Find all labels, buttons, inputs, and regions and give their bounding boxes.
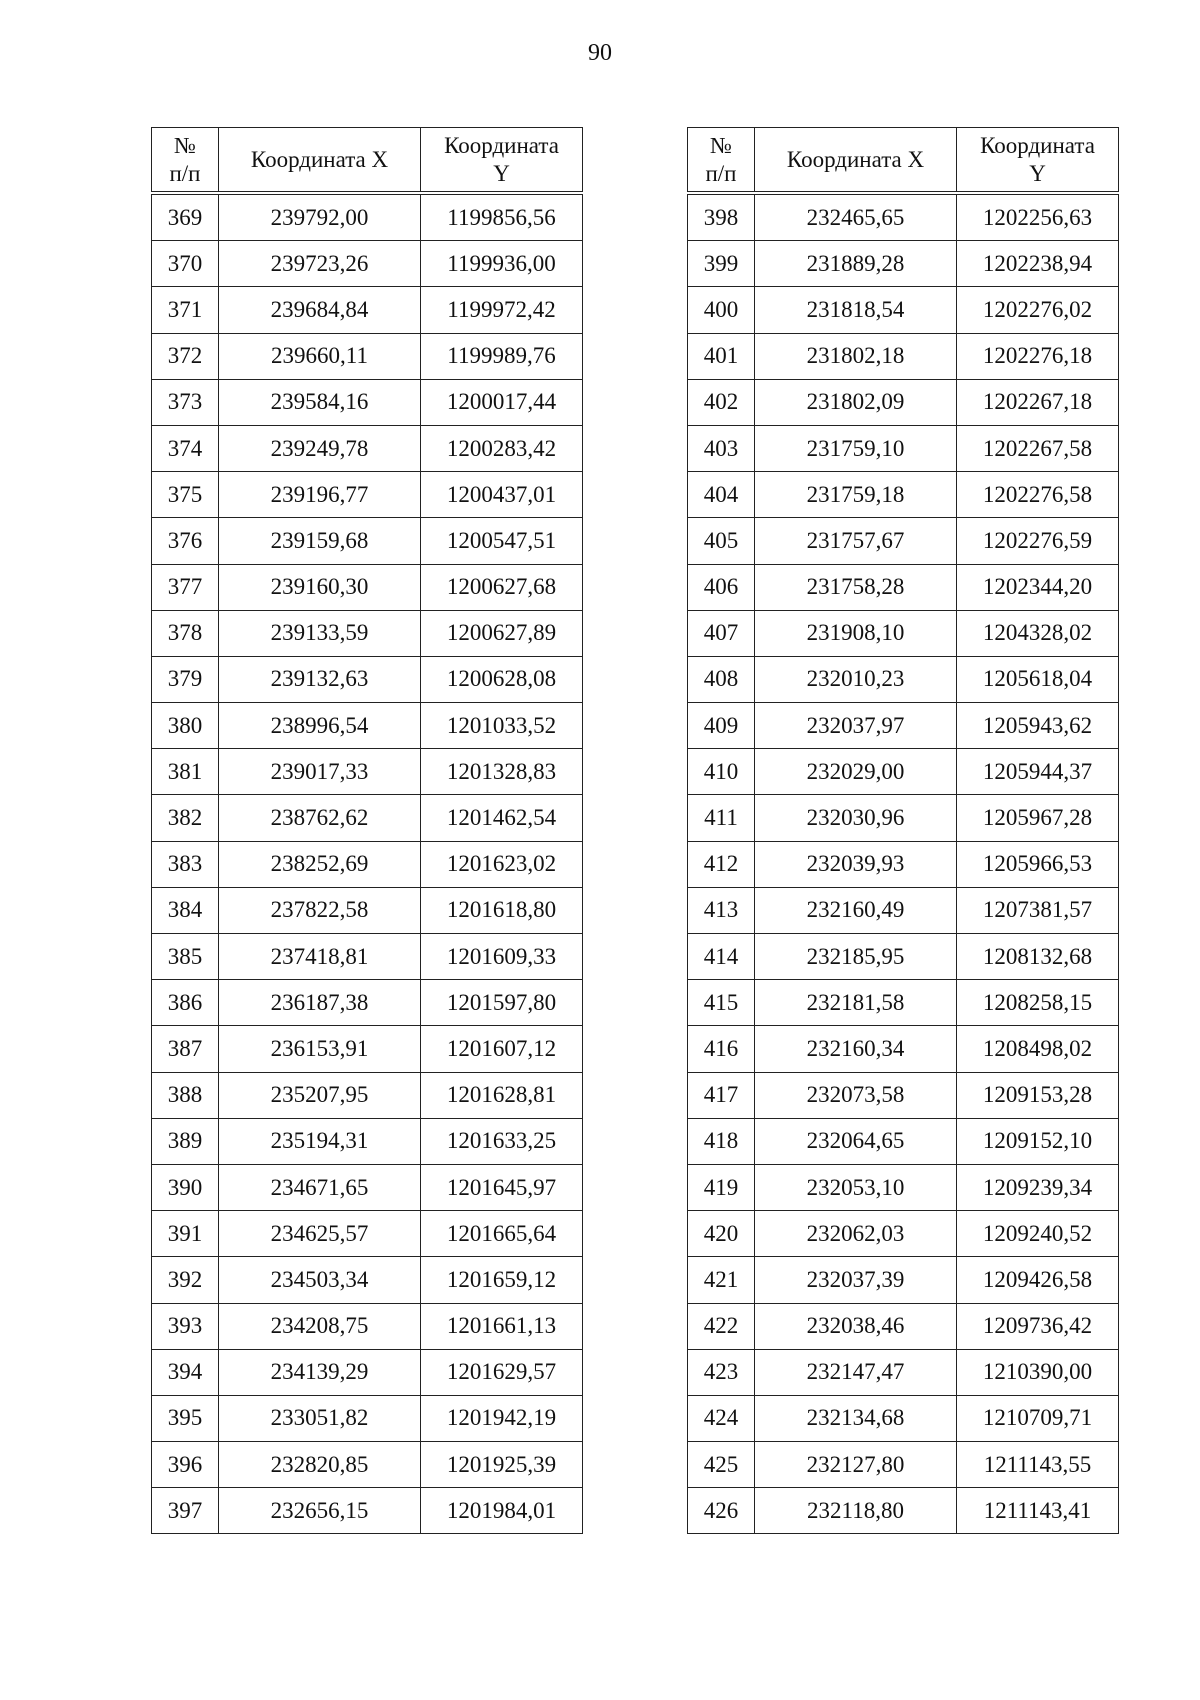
cell-number: 369 — [152, 193, 219, 241]
table-header — [152, 128, 583, 194]
table-row — [152, 1442, 583, 1488]
cell-coordinate-x: 239160,30 — [219, 564, 421, 610]
cell-number: 426 — [688, 1488, 755, 1534]
table-row — [152, 1303, 583, 1349]
table-row — [152, 841, 583, 887]
cell-coordinate-x: 234139,29 — [219, 1349, 421, 1395]
cell-coordinate-y: 1204328,02 — [957, 610, 1119, 656]
cell-coordinate-y: 1205967,28 — [957, 795, 1119, 841]
table-row — [152, 379, 583, 425]
cell-coordinate-y: 1201629,57 — [421, 1349, 583, 1395]
cell-number: 373 — [152, 379, 219, 425]
table-row — [688, 241, 1119, 287]
header-number: № п/п — [688, 128, 755, 194]
cell-number: 393 — [152, 1303, 219, 1349]
cell-coordinate-y: 1200547,51 — [421, 518, 583, 564]
cell-number: 384 — [152, 887, 219, 933]
cell-coordinate-y: 1201984,01 — [421, 1488, 583, 1534]
cell-coordinate-y: 1199856,56 — [421, 193, 583, 241]
cell-number: 391 — [152, 1211, 219, 1257]
cell-number: 390 — [152, 1164, 219, 1210]
cell-coordinate-x: 231759,18 — [755, 472, 957, 518]
table-row — [688, 795, 1119, 841]
cell-coordinate-y: 1201609,33 — [421, 934, 583, 980]
table-row — [688, 1488, 1119, 1534]
cell-coordinate-x: 237822,58 — [219, 887, 421, 933]
cell-coordinate-y: 1208258,15 — [957, 980, 1119, 1026]
cell-coordinate-y: 1207381,57 — [957, 887, 1119, 933]
cell-coordinate-x: 239792,00 — [219, 193, 421, 241]
cell-coordinate-y: 1201659,12 — [421, 1257, 583, 1303]
cell-coordinate-y: 1209152,10 — [957, 1118, 1119, 1164]
cell-coordinate-y: 1208132,68 — [957, 934, 1119, 980]
cell-coordinate-x: 239684,84 — [219, 287, 421, 333]
cell-number: 375 — [152, 472, 219, 518]
cell-coordinate-x: 238996,54 — [219, 703, 421, 749]
cell-coordinate-x: 236187,38 — [219, 980, 421, 1026]
cell-number: 386 — [152, 980, 219, 1026]
cell-number: 414 — [688, 934, 755, 980]
table-row — [688, 1257, 1119, 1303]
cell-coordinate-x: 239132,63 — [219, 656, 421, 702]
cell-coordinate-y: 1205944,37 — [957, 749, 1119, 795]
cell-number: 416 — [688, 1026, 755, 1072]
table-row — [152, 1072, 583, 1118]
table-row — [688, 1072, 1119, 1118]
cell-coordinate-x: 232010,23 — [755, 656, 957, 702]
table-row — [152, 656, 583, 702]
cell-number: 402 — [688, 379, 755, 425]
table-row — [688, 1026, 1119, 1072]
cell-number: 400 — [688, 287, 755, 333]
cell-coordinate-x: 232147,47 — [755, 1349, 957, 1395]
cell-number: 417 — [688, 1072, 755, 1118]
table-row — [152, 1026, 583, 1072]
cell-number: 379 — [152, 656, 219, 702]
cell-coordinate-x: 232039,93 — [755, 841, 957, 887]
table-row — [688, 656, 1119, 702]
cell-coordinate-x: 234208,75 — [219, 1303, 421, 1349]
cell-number: 370 — [152, 241, 219, 287]
cell-coordinate-x: 231908,10 — [755, 610, 957, 656]
cell-coordinate-y: 1210709,71 — [957, 1395, 1119, 1441]
coordinates-table-left — [151, 127, 583, 1534]
cell-coordinate-x: 237418,81 — [219, 934, 421, 980]
cell-number: 411 — [688, 795, 755, 841]
cell-coordinate-y: 1200283,42 — [421, 425, 583, 471]
header-coordinate-y: Координата Y — [957, 128, 1119, 194]
cell-coordinate-y: 1201942,19 — [421, 1395, 583, 1441]
cell-coordinate-x: 235194,31 — [219, 1118, 421, 1164]
table-row — [688, 749, 1119, 795]
cell-coordinate-x: 239249,78 — [219, 425, 421, 471]
cell-coordinate-x: 238252,69 — [219, 841, 421, 887]
table-row — [688, 472, 1119, 518]
cell-number: 371 — [152, 287, 219, 333]
table-row — [688, 703, 1119, 749]
cell-coordinate-y: 1208498,02 — [957, 1026, 1119, 1072]
cell-coordinate-y: 1202238,94 — [957, 241, 1119, 287]
cell-coordinate-x: 232062,03 — [755, 1211, 957, 1257]
table-row — [688, 1303, 1119, 1349]
cell-number: 424 — [688, 1395, 755, 1441]
cell-coordinate-x: 232160,34 — [755, 1026, 957, 1072]
cell-coordinate-y: 1201462,54 — [421, 795, 583, 841]
page-number: 90 — [588, 40, 612, 66]
cell-number: 419 — [688, 1164, 755, 1210]
cell-coordinate-x: 232127,80 — [755, 1442, 957, 1488]
cell-number: 407 — [688, 610, 755, 656]
cell-coordinate-y: 1202276,58 — [957, 472, 1119, 518]
cell-coordinate-x: 239660,11 — [219, 333, 421, 379]
table-row — [152, 1211, 583, 1257]
cell-coordinate-x: 232037,97 — [755, 703, 957, 749]
table-row — [688, 1349, 1119, 1395]
cell-coordinate-y: 1201645,97 — [421, 1164, 583, 1210]
table-row — [688, 333, 1119, 379]
cell-coordinate-x: 232185,95 — [755, 934, 957, 980]
cell-number: 382 — [152, 795, 219, 841]
header-coordinate-y: Координата Y — [421, 128, 583, 194]
table-row — [152, 564, 583, 610]
cell-coordinate-y: 1209426,58 — [957, 1257, 1119, 1303]
cell-coordinate-y: 1199972,42 — [421, 287, 583, 333]
cell-coordinate-x: 231889,28 — [755, 241, 957, 287]
cell-coordinate-y: 1209239,34 — [957, 1164, 1119, 1210]
table-row — [152, 518, 583, 564]
cell-number: 377 — [152, 564, 219, 610]
cell-coordinate-x: 232053,10 — [755, 1164, 957, 1210]
cell-coordinate-x: 232134,68 — [755, 1395, 957, 1441]
cell-coordinate-y: 1199989,76 — [421, 333, 583, 379]
cell-coordinate-x: 234503,34 — [219, 1257, 421, 1303]
cell-coordinate-y: 1210390,00 — [957, 1349, 1119, 1395]
table-row — [688, 887, 1119, 933]
cell-number: 385 — [152, 934, 219, 980]
header-coordinate-x: Координата X — [219, 128, 421, 194]
cell-number: 425 — [688, 1442, 755, 1488]
table-row — [688, 1164, 1119, 1210]
cell-number: 380 — [152, 703, 219, 749]
cell-number: 420 — [688, 1211, 755, 1257]
table-row — [688, 1395, 1119, 1441]
cell-coordinate-x: 232073,58 — [755, 1072, 957, 1118]
cell-coordinate-x: 239723,26 — [219, 241, 421, 287]
cell-coordinate-y: 1202267,18 — [957, 379, 1119, 425]
cell-coordinate-y: 1200627,89 — [421, 610, 583, 656]
cell-coordinate-x: 232037,39 — [755, 1257, 957, 1303]
table-row — [152, 472, 583, 518]
table-row — [688, 425, 1119, 471]
cell-coordinate-y: 1201633,25 — [421, 1118, 583, 1164]
cell-coordinate-y: 1205966,53 — [957, 841, 1119, 887]
table-row — [688, 1118, 1119, 1164]
table-row — [152, 1257, 583, 1303]
table-body — [152, 193, 583, 1534]
cell-number: 404 — [688, 472, 755, 518]
table-row — [152, 1349, 583, 1395]
table-row — [688, 193, 1119, 241]
cell-coordinate-x: 234671,65 — [219, 1164, 421, 1210]
table-row — [688, 518, 1119, 564]
cell-number: 405 — [688, 518, 755, 564]
cell-coordinate-x: 232465,65 — [755, 193, 957, 241]
cell-number: 376 — [152, 518, 219, 564]
cell-coordinate-x: 232030,96 — [755, 795, 957, 841]
table-row — [152, 749, 583, 795]
cell-coordinate-y: 1200017,44 — [421, 379, 583, 425]
cell-coordinate-x: 239017,33 — [219, 749, 421, 795]
table-row — [688, 980, 1119, 1026]
table-row — [152, 1164, 583, 1210]
cell-number: 408 — [688, 656, 755, 702]
cell-coordinate-y: 1201661,13 — [421, 1303, 583, 1349]
table-row — [152, 1118, 583, 1164]
cell-coordinate-y: 1201628,81 — [421, 1072, 583, 1118]
cell-number: 401 — [688, 333, 755, 379]
cell-coordinate-y: 1201328,83 — [421, 749, 583, 795]
table-row — [688, 1211, 1119, 1257]
cell-number: 423 — [688, 1349, 755, 1395]
table-row — [152, 333, 583, 379]
table-row — [688, 564, 1119, 610]
cell-coordinate-y: 1200628,08 — [421, 656, 583, 702]
cell-number: 397 — [152, 1488, 219, 1534]
table-row — [152, 425, 583, 471]
table-row — [152, 795, 583, 841]
cell-coordinate-y: 1202344,20 — [957, 564, 1119, 610]
cell-number: 378 — [152, 610, 219, 656]
cell-number: 389 — [152, 1118, 219, 1164]
cell-coordinate-y: 1200437,01 — [421, 472, 583, 518]
cell-number: 395 — [152, 1395, 219, 1441]
cell-coordinate-x: 232820,85 — [219, 1442, 421, 1488]
cell-number: 415 — [688, 980, 755, 1026]
cell-coordinate-x: 232118,80 — [755, 1488, 957, 1534]
cell-number: 418 — [688, 1118, 755, 1164]
table-header — [688, 128, 1119, 194]
cell-coordinate-x: 239159,68 — [219, 518, 421, 564]
cell-coordinate-y: 1201618,80 — [421, 887, 583, 933]
cell-number: 374 — [152, 425, 219, 471]
table-row — [152, 934, 583, 980]
cell-coordinate-y: 1202276,02 — [957, 287, 1119, 333]
table-row — [688, 379, 1119, 425]
table-row — [152, 287, 583, 333]
cell-coordinate-y: 1209153,28 — [957, 1072, 1119, 1118]
cell-coordinate-x: 231818,54 — [755, 287, 957, 333]
cell-number: 387 — [152, 1026, 219, 1072]
cell-coordinate-x: 231757,67 — [755, 518, 957, 564]
cell-coordinate-x: 231759,10 — [755, 425, 957, 471]
cell-coordinate-y: 1199936,00 — [421, 241, 583, 287]
table-row — [688, 841, 1119, 887]
cell-number: 403 — [688, 425, 755, 471]
cell-coordinate-y: 1200627,68 — [421, 564, 583, 610]
cell-number: 412 — [688, 841, 755, 887]
cell-coordinate-x: 231802,18 — [755, 333, 957, 379]
cell-number: 413 — [688, 887, 755, 933]
cell-coordinate-x: 235207,95 — [219, 1072, 421, 1118]
table-row — [152, 193, 583, 241]
cell-coordinate-x: 239133,59 — [219, 610, 421, 656]
cell-coordinate-x: 232064,65 — [755, 1118, 957, 1164]
cell-coordinate-x: 232181,58 — [755, 980, 957, 1026]
cell-number: 396 — [152, 1442, 219, 1488]
cell-coordinate-x: 239196,77 — [219, 472, 421, 518]
cell-number: 383 — [152, 841, 219, 887]
header-number: № п/п — [152, 128, 219, 194]
cell-coordinate-y: 1209736,42 — [957, 1303, 1119, 1349]
cell-number: 394 — [152, 1349, 219, 1395]
header-coordinate-x: Координата X — [755, 128, 957, 194]
cell-coordinate-x: 231802,09 — [755, 379, 957, 425]
cell-number: 421 — [688, 1257, 755, 1303]
cell-coordinate-x: 232038,46 — [755, 1303, 957, 1349]
table-row — [688, 1442, 1119, 1488]
table-row — [688, 287, 1119, 333]
cell-coordinate-y: 1201665,64 — [421, 1211, 583, 1257]
table-row — [152, 980, 583, 1026]
cell-coordinate-x: 232029,00 — [755, 749, 957, 795]
cell-coordinate-y: 1211143,41 — [957, 1488, 1119, 1534]
cell-coordinate-y: 1211143,55 — [957, 1442, 1119, 1488]
cell-coordinate-x: 238762,62 — [219, 795, 421, 841]
cell-coordinate-y: 1202276,59 — [957, 518, 1119, 564]
table-row — [152, 1395, 583, 1441]
cell-number: 410 — [688, 749, 755, 795]
table-row — [688, 610, 1119, 656]
cell-coordinate-y: 1209240,52 — [957, 1211, 1119, 1257]
cell-coordinate-y: 1201607,12 — [421, 1026, 583, 1072]
table-body — [688, 193, 1119, 1534]
cell-coordinate-y: 1202267,58 — [957, 425, 1119, 471]
table-row — [688, 934, 1119, 980]
table-row — [152, 241, 583, 287]
table-row — [152, 1488, 583, 1534]
cell-number: 399 — [688, 241, 755, 287]
cell-coordinate-y: 1202276,18 — [957, 333, 1119, 379]
cell-coordinate-y: 1201925,39 — [421, 1442, 583, 1488]
cell-number: 398 — [688, 193, 755, 241]
cell-coordinate-x: 233051,82 — [219, 1395, 421, 1441]
cell-number: 409 — [688, 703, 755, 749]
cell-coordinate-y: 1205943,62 — [957, 703, 1119, 749]
cell-number: 392 — [152, 1257, 219, 1303]
cell-coordinate-x: 231758,28 — [755, 564, 957, 610]
coordinates-table-right — [687, 127, 1119, 1534]
cell-coordinate-y: 1201623,02 — [421, 841, 583, 887]
cell-coordinate-y: 1201597,80 — [421, 980, 583, 1026]
table-row — [152, 887, 583, 933]
table-row — [152, 703, 583, 749]
cell-coordinate-x: 232656,15 — [219, 1488, 421, 1534]
cell-coordinate-x: 232160,49 — [755, 887, 957, 933]
cell-coordinate-x: 236153,91 — [219, 1026, 421, 1072]
table-row — [152, 610, 583, 656]
cell-coordinate-x: 239584,16 — [219, 379, 421, 425]
cell-coordinate-y: 1201033,52 — [421, 703, 583, 749]
cell-number: 372 — [152, 333, 219, 379]
cell-number: 406 — [688, 564, 755, 610]
cell-coordinate-y: 1205618,04 — [957, 656, 1119, 702]
cell-number: 422 — [688, 1303, 755, 1349]
cell-number: 388 — [152, 1072, 219, 1118]
cell-coordinate-y: 1202256,63 — [957, 193, 1119, 241]
cell-coordinate-x: 234625,57 — [219, 1211, 421, 1257]
cell-number: 381 — [152, 749, 219, 795]
